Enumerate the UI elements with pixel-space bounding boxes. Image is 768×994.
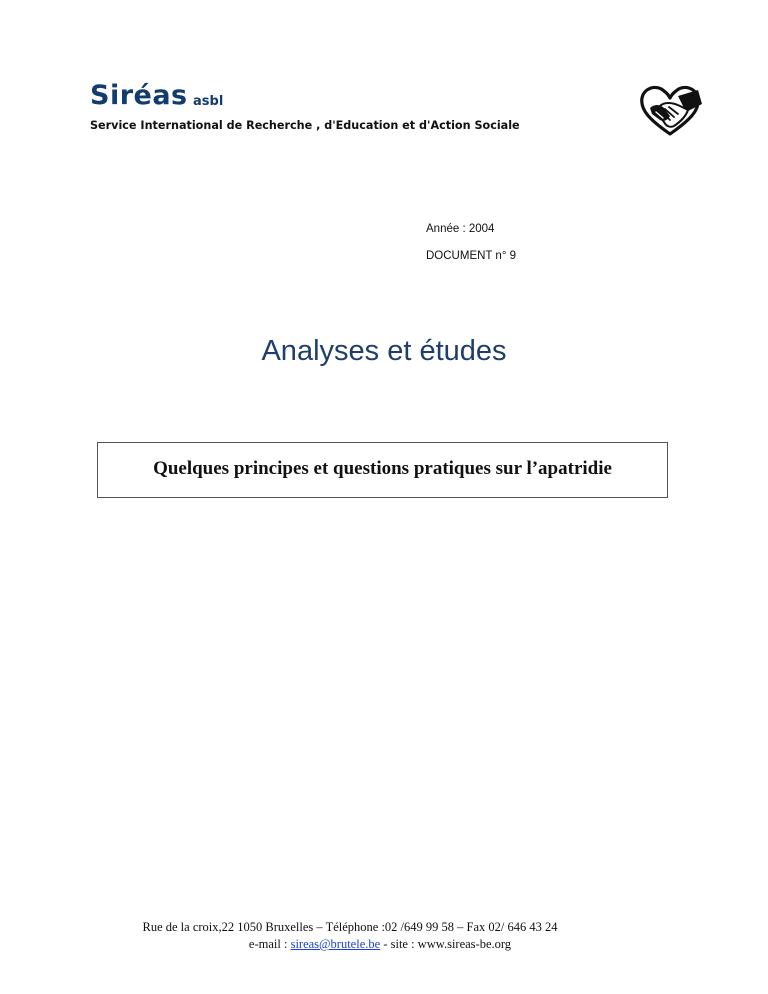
document-number: DOCUMENT n° 9 — [426, 250, 517, 262]
year-label: Année : 2004 — [426, 223, 495, 235]
subject-box — [97, 442, 668, 498]
footer-contact — [0, 938, 764, 951]
email-link[interactable]: sireas@brutele.be — [290, 937, 381, 951]
org-suffix: asbl — [193, 94, 224, 109]
section-title: Analyses et études — [261, 335, 507, 367]
org-name: Siréas — [90, 80, 188, 111]
footer-address: Rue de la croix,22 1050 Bruxelles – Téléphone :02 /649 99 58 – Fax 02/ 646 43 24 — [142, 920, 558, 934]
email-prefix: e-mail : — [248, 937, 291, 951]
subject-title: Quelques principes et questions pratiques sur l’apatridie — [153, 458, 612, 479]
handshake-heart-icon — [636, 82, 704, 140]
site-text: - site : www.sireas-be.org — [380, 937, 512, 951]
org-fullname: Service International de Recherche , d'Education et d'Action Sociale — [90, 119, 520, 132]
